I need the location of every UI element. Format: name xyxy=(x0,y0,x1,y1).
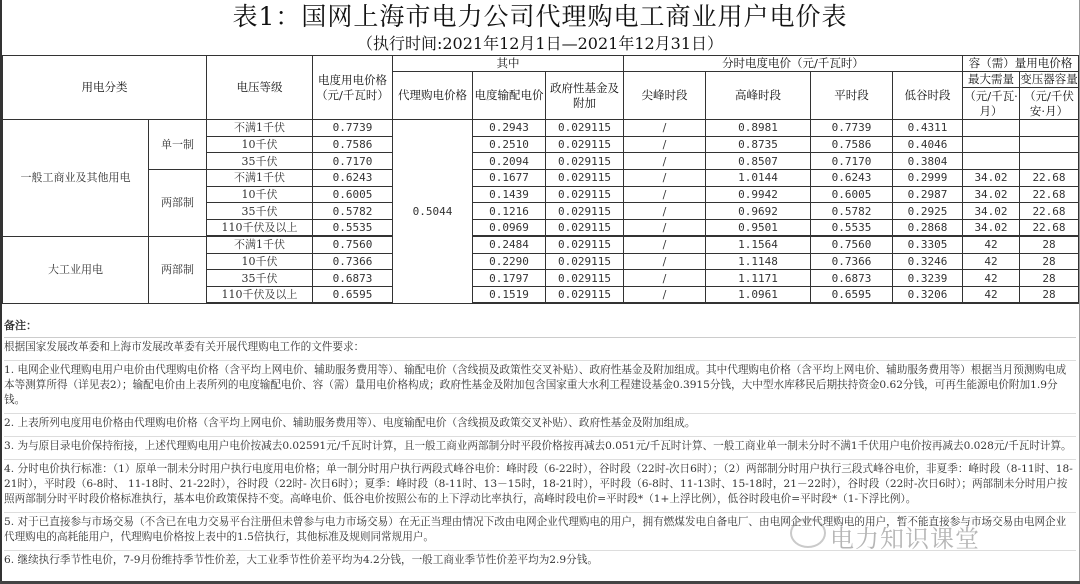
cell-fund: 0.029115 xyxy=(546,136,624,153)
cell-transformer: 22.68 xyxy=(1020,186,1079,203)
cell-voltage: 35千伏 xyxy=(207,203,313,220)
price-table xyxy=(2,55,1079,304)
subgroup-two-part: 两部制 xyxy=(149,170,207,237)
cell-voltage: 不满1千伏 xyxy=(207,170,313,187)
cell-transformer: 22.68 xyxy=(1020,170,1079,187)
notes-heading: 备注： xyxy=(4,319,37,332)
page-title: 表1：国网上海市电力公司代理购电工商业用户电价表 xyxy=(232,2,848,31)
header-transformer: 变压器容量 xyxy=(1020,72,1078,86)
cell-voltage: 35千伏 xyxy=(207,270,313,287)
cell-valley: 0.3239 xyxy=(893,270,963,287)
cell-energy: 0.7586 xyxy=(313,136,393,153)
watermark: 电力知识课堂 xyxy=(830,525,980,553)
subgroup-single: 单一制 xyxy=(149,120,207,170)
cell-transformer: 28 xyxy=(1020,253,1079,270)
note-item-6: 6. 继续执行季节性电价，7-9月份维持季节性价差，大工业季节性价差平均为4.2分钱，一般工商业季节性价差平均为2.9分钱。 xyxy=(4,550,1076,568)
cell-valley: 0.3206 xyxy=(893,286,963,303)
header-capacity: 容（需）量用电价格 xyxy=(963,56,1079,72)
header-sharp-peak: 尖峰时段 xyxy=(624,72,706,120)
cell-peak: 1.1171 xyxy=(706,270,811,287)
note-item-2: 2. 上表所列电度用电价格由代理购电价格（含平均上网电价、辅助服务费用等）、电度输配电价（含线损及政策交叉补贴）、政府性基金及附加组成。 xyxy=(4,413,1076,431)
cell-flat: 0.5782 xyxy=(811,203,893,220)
cell-voltage: 35千伏 xyxy=(207,153,313,170)
cell-fund: 0.029115 xyxy=(546,220,624,237)
cell-trans: 0.1677 xyxy=(473,170,546,187)
cell-trans: 0.2484 xyxy=(473,236,546,253)
cell-transformer xyxy=(1020,120,1079,137)
cell-demand: 34.02 xyxy=(963,170,1020,187)
cell-demand: 42 xyxy=(963,286,1020,303)
cell-flat: 0.7586 xyxy=(811,136,893,153)
cell-voltage: 不满1千伏 xyxy=(207,120,313,137)
cell-peak: 1.1148 xyxy=(706,253,811,270)
cell-energy: 0.7366 xyxy=(313,253,393,270)
cell-energy: 0.5782 xyxy=(313,203,393,220)
cell-flat: 0.5535 xyxy=(811,220,893,237)
header-peak: 高峰时段 xyxy=(706,72,811,120)
group-general: 一般工商业及其他用电 xyxy=(3,120,149,237)
header-agency-price: 代理购电价格 xyxy=(393,72,473,120)
cell-peak: 0.9501 xyxy=(706,220,811,237)
header-gov-fund: 政府性基金及附加 xyxy=(546,72,624,120)
cell-flat: 0.7739 xyxy=(811,120,893,137)
cell-fund: 0.029115 xyxy=(546,253,624,270)
cell-fund: 0.029115 xyxy=(546,153,624,170)
cell-demand xyxy=(963,153,1020,170)
cell-demand: 42 xyxy=(963,270,1020,287)
cell-flat: 0.7560 xyxy=(811,236,893,253)
note-item-4: 4. 分时电价执行标准：（1）原单一制未分时用户执行电度用电价格；单一制分时用户执行两段式峰谷电价：峰时段（6-22时），谷时段（22时-次日6时）；（2）两部制分时用户执行三段式峰谷电价，非夏季：峰时段（8-11时、18-21时），平时段（6-8时、 11-18时、21-22时），谷时段（22时- 次日6时）；夏季：峰时段（8-11时、13－15时，18-21时），平时段（6-8时、11-13时、15-18时，21－22时），谷时段（22时-次日6时）；两部制未分时用户按照两部制分时平时段价格标准执行，基本电价政策保持不变。高峰电价、低谷电价按照公布的上下浮动比率执行，高峰时段电价=平时段*（1+上浮比例），低谷时段电价=平时段*（1-下浮比例）。 xyxy=(4,459,1076,507)
cell-trans: 0.1519 xyxy=(473,286,546,303)
header-transmission: 电度输配电价 xyxy=(473,72,546,120)
header-tou: 分时电度电价（元/千瓦时） xyxy=(624,56,963,72)
header-max-demand-unit: （元/千瓦·月） xyxy=(964,88,1018,118)
cell-transformer: 28 xyxy=(1020,236,1079,253)
cell-peak: 1.1564 xyxy=(706,236,811,253)
cell-transformer xyxy=(1020,153,1079,170)
cell-peak: 0.8507 xyxy=(706,153,811,170)
header-energy-price: 电度用电价格（元/千瓦时） xyxy=(313,56,393,120)
table-row xyxy=(3,236,1079,253)
cell-fund: 0.029115 xyxy=(546,186,624,203)
table-row xyxy=(3,120,1079,137)
cell-sharp: / xyxy=(624,220,706,237)
cell-sharp: / xyxy=(624,170,706,187)
note-item-5: 5. 对于已直接参与市场交易（不含已在电力交易平台注册但未曾参与电力市场交易）在无正当理由情况下改由电网企业代理购电的用户，拥有燃煤发电自备电厂、由电网企业代理购电的用户，暂不能直接参与市场交易由电网企业代理购电的高耗能用户，代理购电价格按上表中的1.5倍执行，其他标准及规则同常规用户。 xyxy=(4,512,1076,545)
cell-energy: 0.7739 xyxy=(313,120,393,137)
cell-transformer: 22.68 xyxy=(1020,203,1079,220)
cell-flat: 0.7366 xyxy=(811,253,893,270)
cell-transformer: 22.68 xyxy=(1020,220,1079,237)
cell-fund: 0.029115 xyxy=(546,286,624,303)
cell-sharp: / xyxy=(624,186,706,203)
cell-voltage: 10千伏 xyxy=(207,186,313,203)
effective-period: （执行时间:2021年12月1日—2021年12月31日） xyxy=(356,34,724,53)
cell-sharp: / xyxy=(624,153,706,170)
cell-trans: 0.0969 xyxy=(473,220,546,237)
header-flat: 平时段 xyxy=(811,72,893,120)
cell-trans: 0.2290 xyxy=(473,253,546,270)
header-category: 用电分类 xyxy=(3,56,207,120)
header-of-which: 其中 xyxy=(393,56,624,72)
cell-flat: 0.6005 xyxy=(811,186,893,203)
header-transformer-unit: （元/千伏安·月） xyxy=(1020,88,1079,120)
cell-demand: 42 xyxy=(963,253,1020,270)
cell-demand xyxy=(963,120,1020,137)
notes-intro: 根据国家发展改革委和上海市发展改革委有关开展代理购电工作的文件要求： xyxy=(4,337,1076,355)
cell-sharp: / xyxy=(624,236,706,253)
cell-transformer: 28 xyxy=(1020,286,1079,303)
cell-sharp: / xyxy=(624,136,706,153)
header-voltage: 电压等级 xyxy=(207,56,313,120)
cell-voltage: 不满1千伏 xyxy=(207,236,313,253)
cell-voltage: 110千伏及以上 xyxy=(207,220,313,237)
cell-sharp: / xyxy=(624,253,706,270)
table-row xyxy=(3,170,1079,187)
cell-trans: 0.1797 xyxy=(473,270,546,287)
cell-demand: 34.02 xyxy=(963,220,1020,237)
agency-price-value: 0.5044 xyxy=(393,120,473,304)
cell-demand: 34.02 xyxy=(963,203,1020,220)
cell-demand: 42 xyxy=(963,236,1020,253)
cell-energy: 0.6005 xyxy=(313,186,393,203)
cell-fund: 0.029115 xyxy=(546,170,624,187)
group-large-industrial: 大工业用电 xyxy=(3,236,149,303)
cell-valley: 0.2868 xyxy=(893,220,963,237)
cell-trans: 0.2943 xyxy=(473,120,546,137)
cell-energy: 0.6243 xyxy=(313,170,393,187)
note-item-3: 3. 为与原目录电价保持衔接，上述代理购电用户电价按减去0.02591元/千瓦时计算，且一般工商业两部制分时平段价格按再减去0.051元/千瓦时计算、一般工商业单一制未分时不满1千伏用户电价按再减去0.028元/千瓦时计算。 xyxy=(4,436,1076,454)
cell-trans: 0.2094 xyxy=(473,153,546,170)
cell-flat: 0.6873 xyxy=(811,270,893,287)
cell-trans: 0.1439 xyxy=(473,186,546,203)
cell-demand: 34.02 xyxy=(963,186,1020,203)
cell-energy: 0.7560 xyxy=(313,236,393,253)
cell-peak: 0.8735 xyxy=(706,136,811,153)
cell-valley: 0.2999 xyxy=(893,170,963,187)
cell-valley: 0.3305 xyxy=(893,236,963,253)
cell-energy: 0.7170 xyxy=(313,153,393,170)
cell-transformer xyxy=(1020,136,1079,153)
cell-sharp: / xyxy=(624,286,706,303)
cell-peak: 0.9942 xyxy=(706,186,811,203)
cell-demand xyxy=(963,136,1020,153)
cell-sharp: / xyxy=(624,270,706,287)
cell-valley: 0.3246 xyxy=(893,253,963,270)
wechat-logo-icon xyxy=(790,518,826,548)
cell-valley: 0.2925 xyxy=(893,203,963,220)
cell-peak: 1.0961 xyxy=(706,286,811,303)
cell-fund: 0.029115 xyxy=(546,236,624,253)
cell-energy: 0.6595 xyxy=(313,286,393,303)
cell-voltage: 10千伏 xyxy=(207,253,313,270)
cell-trans: 0.1216 xyxy=(473,203,546,220)
header-max-demand: 最大需量 xyxy=(963,72,1020,88)
cell-fund: 0.029115 xyxy=(546,120,624,137)
cell-voltage: 10千伏 xyxy=(207,136,313,153)
cell-flat: 0.7170 xyxy=(811,153,893,170)
cell-fund: 0.029115 xyxy=(546,270,624,287)
cell-fund: 0.029115 xyxy=(546,203,624,220)
note-item-1: 1. 电网企业代理购电用户电价由代理购电价格（含平均上网电价、辅助服务费用等）、输配电价（含线损及政策性交叉补贴）、政府性基金及附加组成。其中代理购电价格（含平均上网电价、辅助服务费用等）根据当月预测购电成本等测算所得（详见表2）；输配电价由上表所列的电度输配电价、容（需）量用电价格构成；政府性基金及附加包含国家重大水利工程建设基金0.3915分钱，大中型水库移民后期扶持资金0.62分钱，可再生能源电价附加1.9分钱。 xyxy=(4,360,1076,408)
cell-flat: 0.6595 xyxy=(811,286,893,303)
cell-voltage: 110千伏及以上 xyxy=(207,286,313,303)
cell-energy: 0.5535 xyxy=(313,220,393,237)
cell-valley: 0.4046 xyxy=(893,136,963,153)
cell-energy: 0.6873 xyxy=(313,270,393,287)
cell-transformer: 28 xyxy=(1020,270,1079,287)
cell-peak: 1.0144 xyxy=(706,170,811,187)
cell-valley: 0.2987 xyxy=(893,186,963,203)
subgroup-large-two-part: 两部制 xyxy=(149,236,207,303)
cell-valley: 0.3804 xyxy=(893,153,963,170)
cell-sharp: / xyxy=(624,203,706,220)
cell-valley: 0.4311 xyxy=(893,120,963,137)
cell-trans: 0.2510 xyxy=(473,136,546,153)
cell-flat: 0.6243 xyxy=(811,170,893,187)
header-valley: 低谷时段 xyxy=(893,72,963,120)
cell-peak: 0.8981 xyxy=(706,120,811,137)
cell-peak: 0.9692 xyxy=(706,203,811,220)
cell-sharp: / xyxy=(624,120,706,137)
